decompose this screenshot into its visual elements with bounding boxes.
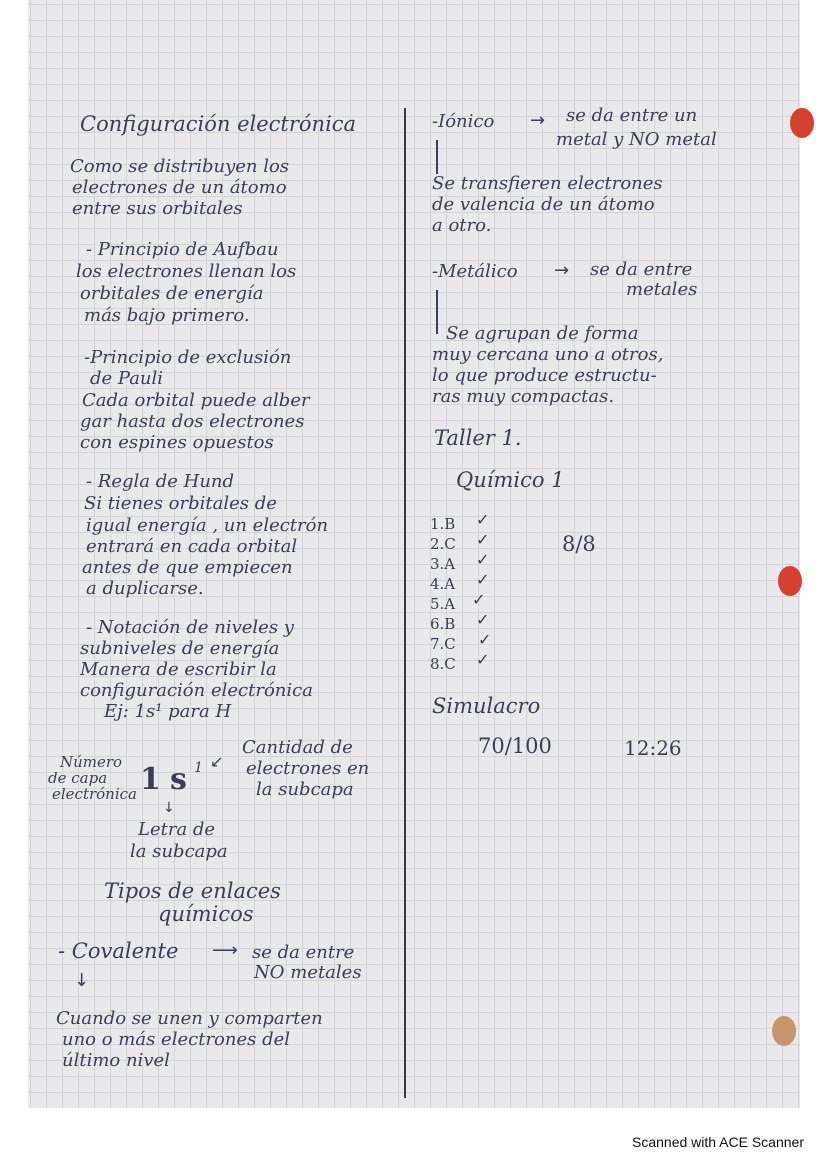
notacion-line: subniveles de energía: [80, 638, 280, 659]
covalente-desc: se da entre: [252, 942, 355, 963]
arrow-to-superscript: ↙: [210, 752, 224, 771]
scanner-watermark: Scanned with ACE Scanner: [632, 1134, 804, 1150]
arrow-down: ↓: [74, 970, 90, 991]
quimico-title: Químico 1: [456, 468, 565, 492]
shell-number: 1: [140, 762, 161, 797]
arrow-right: →: [554, 260, 570, 281]
metalico-text: muy cercana uno a otros,: [432, 344, 664, 365]
column-divider: [404, 108, 406, 1098]
aufbau-heading: - Principio de Aufbau: [86, 239, 279, 260]
hund-heading: - Regla de Hund: [86, 471, 235, 492]
answer-item: 7.C: [430, 635, 456, 653]
check-icon: ✓: [476, 550, 490, 569]
notacion-line: Manera de escribir la: [80, 659, 277, 680]
ionico-title: -Iónico: [432, 111, 495, 132]
answer-item: 5.A: [430, 595, 456, 613]
binder-hole-bottom: [772, 1016, 796, 1046]
ionico-text: de valencia de un átomo: [432, 194, 655, 215]
covalente-text: uno o más electrones del: [62, 1029, 291, 1050]
arrow-right: →: [530, 110, 546, 131]
covalente-title: - Covalente: [58, 939, 179, 963]
page-title: Configuración electrónica: [80, 112, 357, 136]
check-icon: ✓: [476, 610, 490, 629]
subshell-letter: s: [170, 762, 187, 797]
notacion-line: configuración electrónica: [80, 680, 313, 701]
electrons-label: la subcapa: [256, 779, 354, 800]
metalico-desc: metales: [626, 279, 698, 300]
covalente-text: Cuando se unen y comparten: [56, 1008, 323, 1029]
simulacro-score: 70/100: [478, 734, 552, 758]
pauli-line: Cada orbital puede alber: [82, 390, 310, 411]
arrow-right: ⟶: [212, 940, 238, 961]
answer-item: 2.C: [430, 535, 456, 553]
level-label: de capa: [48, 769, 108, 787]
electrons-label: electrones en: [246, 758, 370, 779]
covalente-text: último nivel: [62, 1050, 170, 1071]
check-icon: ✓: [476, 570, 490, 589]
notacion-heading: - Notación de niveles y: [86, 617, 294, 638]
ionico-text: Se transfieren electrones: [432, 173, 663, 194]
hund-line: Si tienes orbitales de: [84, 493, 277, 514]
taller-title: Taller 1.: [434, 426, 522, 450]
hund-line: entrará en cada orbital: [86, 536, 298, 557]
intro-line: electrones de un átomo: [72, 177, 287, 198]
metalico-text: Se agrupan de forma: [446, 323, 639, 344]
metalico-text: lo que produce estructu-: [432, 365, 657, 386]
answer-item: 8.C: [430, 655, 456, 673]
tipos-heading: químicos: [158, 902, 254, 926]
intro-line: Como se distribuyen los: [70, 156, 290, 177]
letter-label: la subcapa: [130, 841, 228, 862]
intro-line: entre sus orbitales: [72, 198, 243, 219]
arrow-down-small: ↓: [163, 800, 175, 816]
arrow-shaft: [436, 290, 438, 334]
answer-item: 1.B: [430, 515, 456, 533]
answer-item: 4.A: [430, 575, 456, 593]
pauli-line: gar hasta dos electrones: [80, 411, 305, 432]
covalente-desc: NO metales: [254, 962, 362, 983]
answer-item: 6.B: [430, 615, 456, 633]
check-icon: ✓: [476, 530, 490, 549]
electrons-label: Cantidad de: [242, 737, 353, 758]
pauli-heading: -Principio de exclusión: [84, 347, 292, 368]
aufbau-line: los electrones llenan los: [76, 261, 297, 282]
ionico-desc: metal y NO metal: [556, 129, 717, 150]
electron-count: 1: [194, 760, 203, 776]
pauli-line: de Pauli: [90, 368, 164, 389]
ionico-desc: se da entre un: [566, 105, 698, 126]
level-label: electrónica: [52, 785, 137, 803]
ionico-text: a otro.: [432, 215, 492, 236]
aufbau-line: orbitales de energía: [80, 283, 264, 304]
letter-label: Letra de: [138, 819, 216, 840]
level-label: Número: [60, 753, 123, 771]
taller-score: 8/8: [562, 532, 596, 556]
metalico-desc: se da entre: [590, 259, 693, 280]
answer-item: 3.A: [430, 555, 456, 573]
notacion-example: Ej: 1s¹ para H: [104, 701, 232, 722]
aufbau-line: más bajo primero.: [84, 305, 250, 326]
check-icon: ✓: [476, 650, 490, 669]
metalico-text: ras muy compactas.: [432, 386, 615, 407]
check-icon: ✓: [478, 630, 492, 649]
pauli-line: con espines opuestos: [80, 432, 274, 453]
arrow-shaft: [436, 140, 438, 174]
hund-line: igual energía , un electrón: [86, 515, 329, 536]
hund-line: antes de que empiecen: [82, 557, 293, 578]
check-icon: ✓: [476, 510, 490, 529]
hund-line: a duplicarse.: [86, 578, 204, 599]
time-note: 12:26: [624, 736, 682, 760]
check-icon: ✓: [472, 590, 486, 609]
simulacro-title: Simulacro: [432, 694, 541, 718]
tipos-heading: Tipos de enlaces: [104, 879, 281, 903]
metalico-title: -Metálico: [432, 261, 518, 282]
binder-hole-middle: [778, 566, 802, 596]
binder-hole-top: [790, 108, 814, 138]
